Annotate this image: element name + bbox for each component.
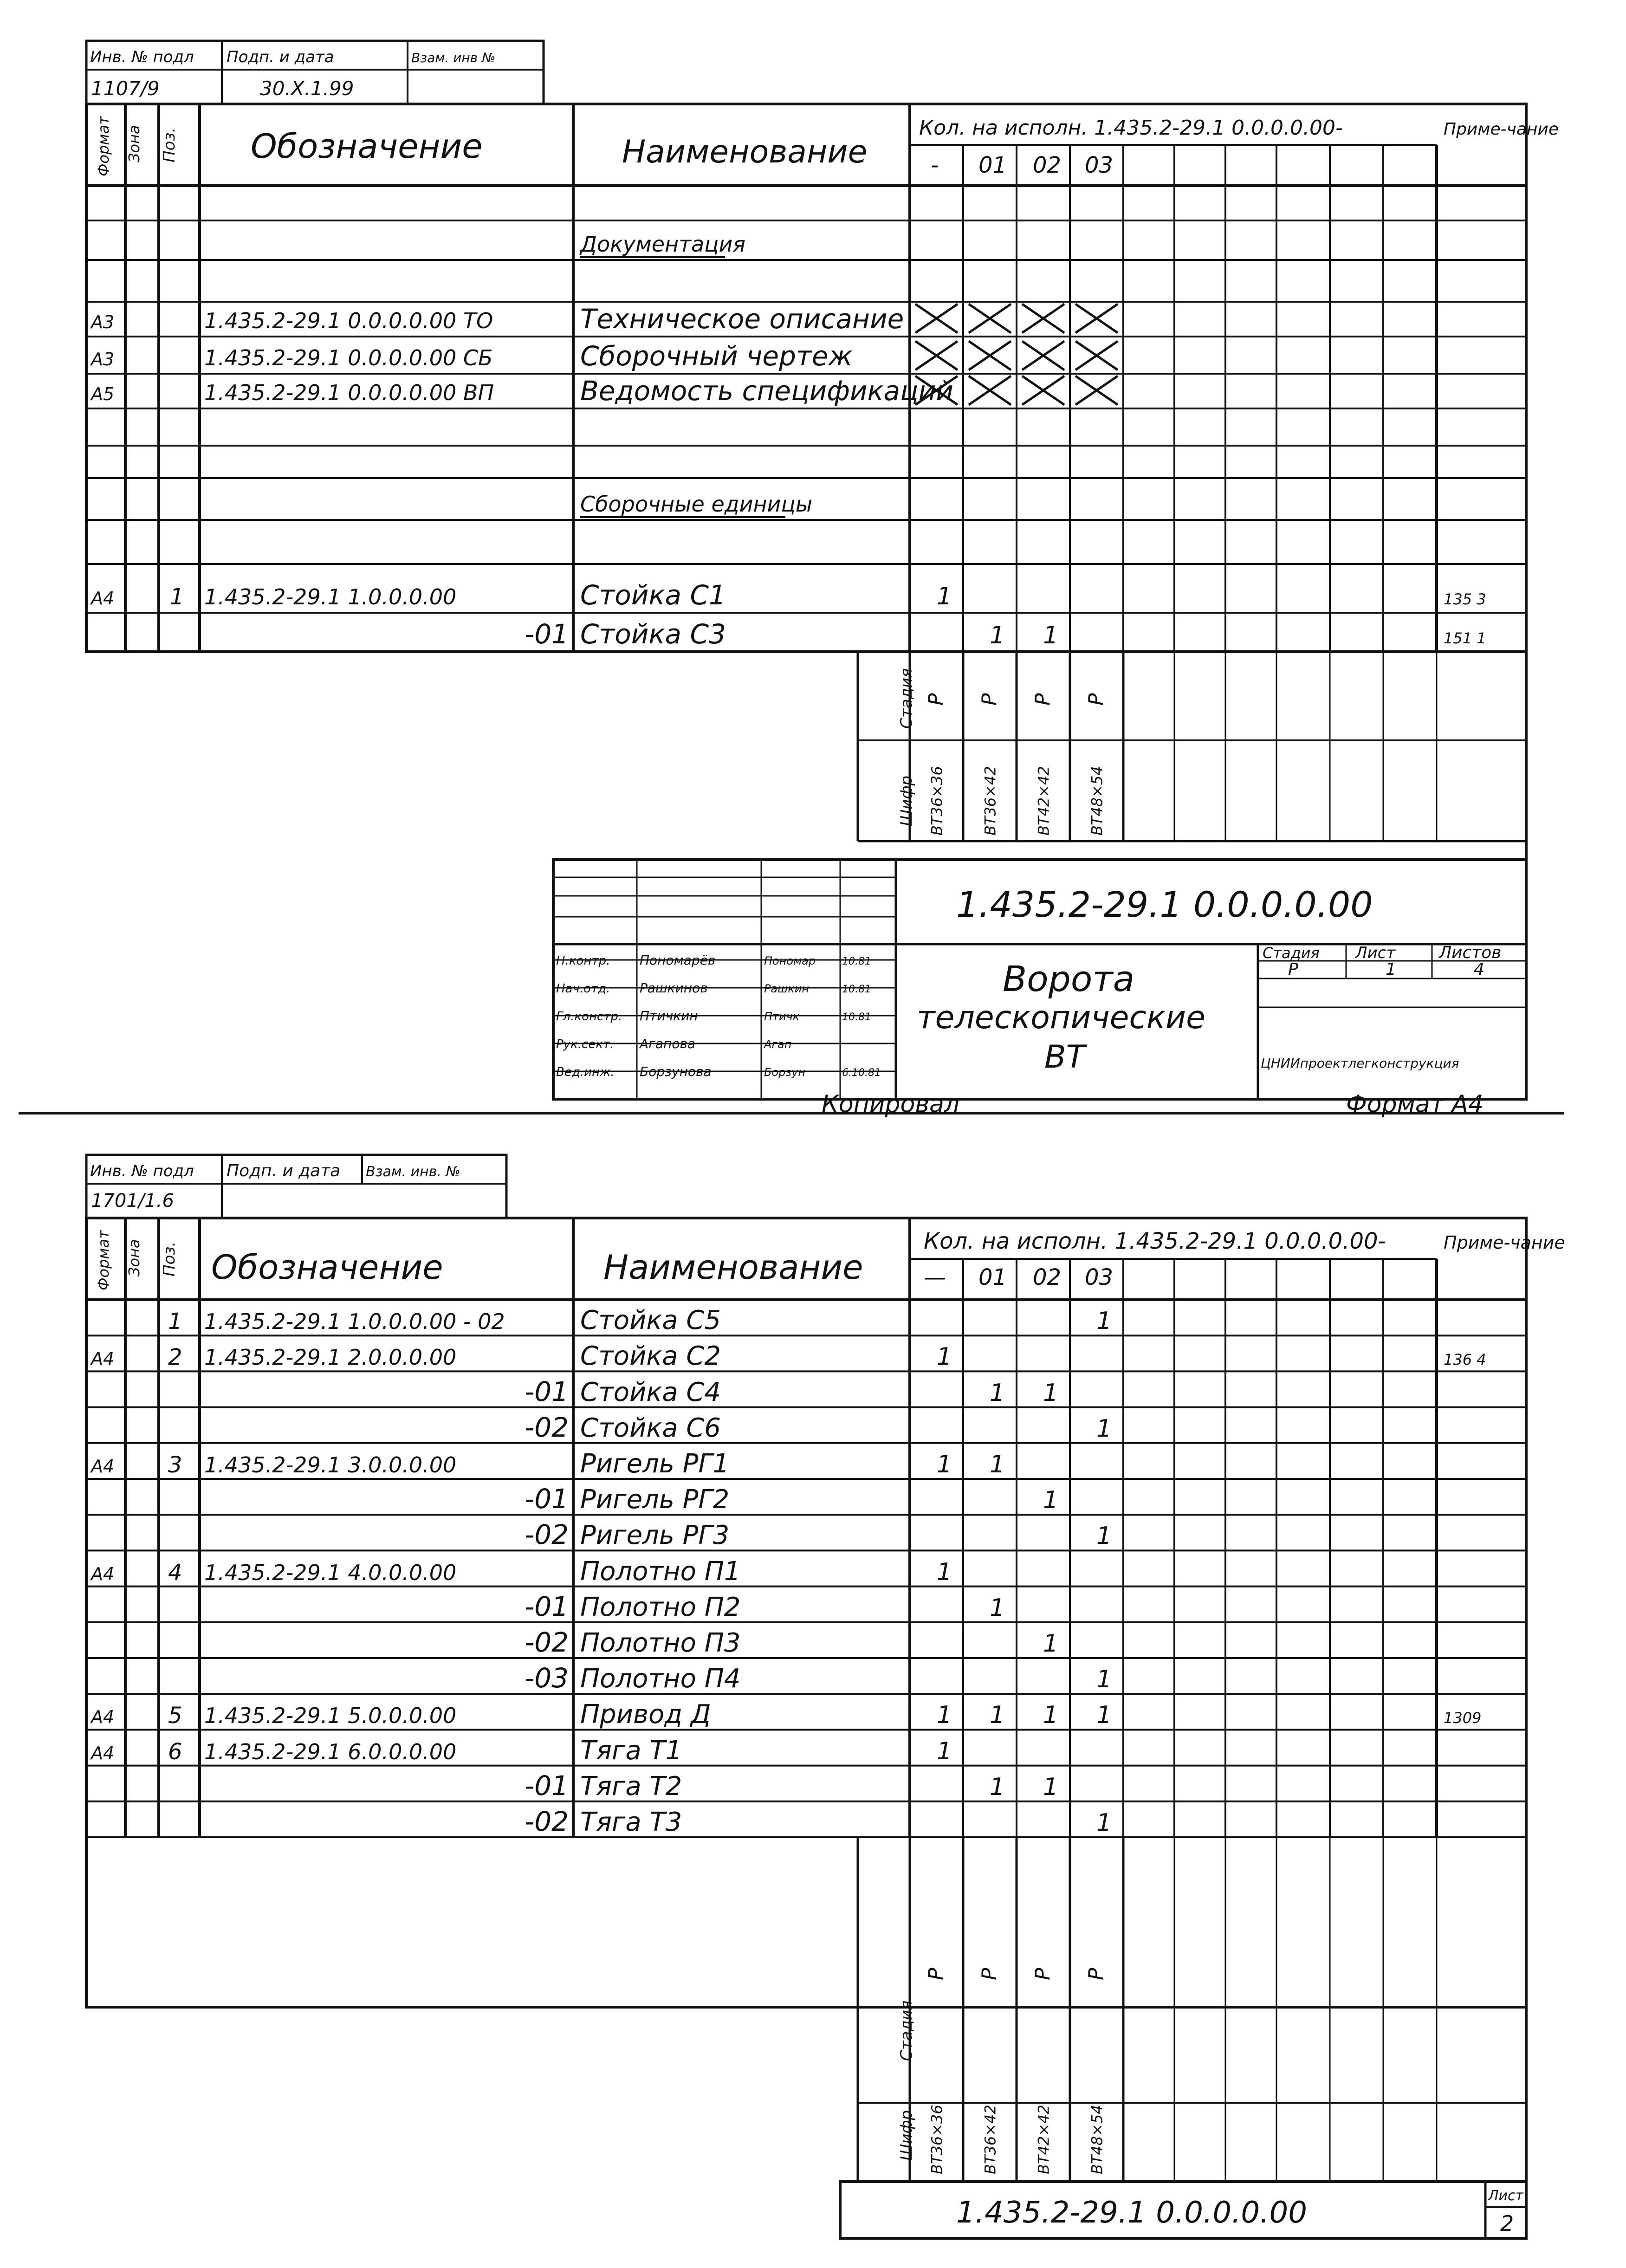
qty-value: 1 [1096, 1522, 1112, 1550]
row-name: Ригель РГ1 [580, 1449, 730, 1479]
section-heading: Документация [580, 232, 746, 257]
sheet1-col-zone: Зона [125, 125, 143, 162]
sheet2-qty-col-2: 02 [1033, 1264, 1062, 1290]
code-value: ВТ42×42 [1035, 2105, 1053, 2174]
sheet1-stamp-box [86, 41, 544, 104]
sheet2-stamp-box [86, 1155, 506, 1218]
stage-value: Р [1031, 693, 1055, 706]
stage-value: Р [1084, 1968, 1108, 1980]
sheet1-col-pos: Поз. [160, 127, 179, 162]
signer-date: 10.81 [842, 1011, 871, 1023]
sheet1-col-designation: Обозначение [251, 127, 483, 166]
row-position: 5 [168, 1703, 182, 1729]
signer-role: Нач.отд. [556, 982, 610, 996]
row-format: А4 [91, 1348, 115, 1369]
signer-signature: Рашкин [764, 982, 809, 995]
row-designation: -03 [525, 1662, 569, 1694]
row-name: Тяга Т1 [580, 1736, 682, 1766]
sheet1-tb-sheet: 1 [1386, 960, 1396, 979]
sheet1-qty-col-2: 02 [1033, 152, 1062, 178]
row-name: Стойка С3 [580, 618, 726, 650]
qty-value: 1 [1043, 622, 1059, 649]
qty-value: 1 [1043, 1379, 1059, 1407]
sheet1-col-note: Приме-чание [1444, 120, 1559, 139]
sheet1-qty-col-0: - [931, 152, 939, 178]
row-designation: -02 [525, 1412, 569, 1443]
row-note: 135 3 [1444, 590, 1486, 608]
row-name: Сборочный чертеж [580, 340, 853, 372]
sheet2-qty-col-1: 01 [978, 1264, 1007, 1290]
sheet2-col-pos: Поз. [160, 1241, 179, 1277]
sheet1-col-name: Наименование [622, 134, 868, 170]
stage-value: Р [1084, 693, 1108, 706]
sheet1-footer-copied: Копировал [822, 1090, 960, 1118]
sheet2-stamp-h0: Инв. № подл [90, 1162, 194, 1180]
sheet1-footer-format: Формат А4 [1346, 1090, 1484, 1118]
sheet1-tb-sheet-h: Лист [1355, 944, 1396, 962]
row-designation: -01 [525, 1770, 569, 1801]
qty-value: 1 [1096, 1415, 1112, 1443]
qty-value: 1 [937, 1343, 952, 1371]
sheet2-doc-number: 1.435.2-29.1 0.0.0.0.00 [956, 2196, 1307, 2230]
sheet2-sheet-label: Лист [1488, 2188, 1524, 2204]
row-designation: 1.435.2-29.1 6.0.0.0.00 [204, 1739, 457, 1764]
code-value: ВТ36×42 [981, 2105, 999, 2174]
sheet-1 [0, 0, 1564, 1118]
stage-value: Р [924, 693, 948, 706]
row-format: А4 [91, 1707, 115, 1727]
signer-signature: Пономар [764, 954, 816, 967]
sheet1-tb-org: ЦНИИпроектлегконструкция [1261, 1056, 1459, 1071]
qty-value: 1 [990, 1594, 1005, 1622]
qty-value: 1 [1043, 1701, 1059, 1729]
code-value: ВТ42×42 [1035, 766, 1053, 836]
qty-value: 1 [990, 622, 1005, 649]
sheet1-qty-col-1: 01 [978, 152, 1007, 178]
sheet1-title-word-3: ВТ [1044, 1039, 1086, 1076]
row-position: 2 [168, 1344, 182, 1370]
sheet1-header [95, 116, 1559, 178]
row-name: Ригель РГ2 [580, 1484, 730, 1515]
sheet2-stamp-h1: Подп. и дата [227, 1161, 341, 1180]
signer-signature: Агап [764, 1038, 792, 1051]
stage-value: Р [978, 1968, 1002, 1980]
sheet2-stamp-h2: Взам. инв. № [366, 1164, 460, 1180]
row-name: Полотно П2 [580, 1592, 741, 1622]
signer-role: Вед.инж. [556, 1065, 615, 1079]
sheet2-qty-col-0: — [924, 1264, 946, 1290]
sheet2-col-format: Формат [95, 1230, 112, 1290]
qty-value: 1 [937, 1558, 952, 1586]
sheet1-title-word-1: Ворота [1003, 958, 1135, 999]
sheet1-tb-stage-h: Стадия [1263, 944, 1320, 962]
row-name: Стойка С6 [580, 1413, 721, 1443]
qty-value: 1 [990, 1451, 1005, 1478]
section-heading: Сборочные единицы [580, 492, 813, 517]
row-name: Тяга Т3 [580, 1807, 682, 1837]
qty-value: 1 [937, 1737, 952, 1765]
row-note: 136 4 [1444, 1351, 1486, 1368]
row-name: Привод Д [580, 1699, 711, 1730]
sheet2-col-designation: Обозначение [211, 1248, 443, 1287]
qty-value: 1 [990, 1701, 1005, 1729]
signer-name: Борзунова [640, 1064, 712, 1079]
row-format: А4 [91, 1743, 115, 1763]
code-value: ВТ48×54 [1088, 2105, 1106, 2174]
row-name: Полотно П4 [580, 1664, 741, 1694]
sheet2-col-qty: Кол. на исполн. 1.435.2-29.1 0.0.0.0.00- [924, 1228, 1386, 1254]
row-name: Стойка С1 [580, 579, 726, 611]
sheet1-stamp-h2: Взам. инв № [411, 50, 496, 65]
row-format: А4 [91, 1456, 115, 1477]
signer-role: Гл.констр. [556, 1010, 622, 1024]
row-format: А4 [91, 588, 115, 609]
sheet2-title-block [840, 2182, 1526, 2238]
row-designation: 1.435.2-29.1 1.0.0.0.00 [204, 584, 457, 609]
signer-date: 10.81 [842, 956, 871, 967]
row-name: Техническое описание [580, 303, 904, 335]
sheet1-tb-sheets-h: Листов [1439, 943, 1502, 962]
row-designation: -02 [525, 1626, 569, 1658]
sheet1-stage-label: Стадия [897, 668, 916, 729]
sheet1-footer [19, 1090, 1564, 1118]
sheet-2 [86, 1155, 1565, 2238]
sheet1-tb-sheets: 4 [1474, 960, 1484, 979]
code-value: ВТ48×54 [1088, 766, 1106, 836]
row-format: А3 [91, 312, 115, 332]
signer-name: Агапова [640, 1036, 696, 1051]
row-name: Стойка С2 [580, 1341, 721, 1371]
code-value: ВТ36×36 [928, 2105, 946, 2174]
qty-value: 1 [937, 1701, 952, 1729]
row-designation: -02 [525, 1806, 569, 1837]
signer-signature: Борзун [764, 1066, 806, 1079]
row-designation: 1.435.2-29.1 0.0.0.0.00 ТО [204, 308, 493, 333]
row-position: 4 [168, 1560, 182, 1586]
row-designation: 1.435.2-29.1 0.0.0.0.00 ВП [204, 380, 494, 405]
row-designation: -01 [525, 618, 569, 650]
sheet2-col-name: Наименование [603, 1248, 863, 1287]
row-designation: 1.435.2-29.1 4.0.0.0.00 [204, 1560, 457, 1585]
row-designation: 1.435.2-29.1 2.0.0.0.00 [204, 1345, 457, 1370]
row-note: 151 1 [1444, 629, 1486, 647]
qty-value: 1 [1043, 1773, 1059, 1801]
row-name: Стойка С4 [580, 1377, 721, 1407]
row-name: Тяга Т2 [580, 1771, 682, 1801]
qty-value: 1 [1043, 1486, 1059, 1514]
sheet1-title-word-2: телескопические [917, 999, 1205, 1036]
sheet2-code-label: Шифр [897, 2110, 916, 2161]
row-format: А4 [91, 1564, 115, 1584]
sheet1-stamp-h1: Подп. и дата [227, 48, 334, 66]
row-format: А5 [91, 384, 115, 404]
row-position: 6 [168, 1739, 182, 1765]
signer-role: Рук.сект. [556, 1037, 614, 1051]
signer-signature: Птичк [764, 1010, 800, 1023]
sheet2-sheet-no: 2 [1500, 2211, 1514, 2236]
row-name: Полотно П3 [580, 1628, 741, 1658]
row-designation: 1.435.2-29.1 1.0.0.0.00 - 02 [204, 1309, 505, 1334]
row-designation: -01 [525, 1591, 569, 1622]
row-designation: 1.435.2-29.1 5.0.0.0.00 [204, 1703, 457, 1728]
qty-value: 1 [1096, 1701, 1112, 1729]
sheet1-table-grid [86, 104, 1526, 860]
sheet2-col-zone: Зона [125, 1239, 143, 1277]
row-designation: 1.435.2-29.1 0.0.0.0.00 СБ [204, 345, 493, 370]
signer-name: Птичкин [640, 1008, 698, 1024]
stage-value: Р [1031, 1968, 1055, 1980]
sheet1-col-format: Формат [95, 116, 112, 176]
qty-value: 1 [1096, 1665, 1112, 1693]
row-designation: -01 [525, 1483, 569, 1515]
sheet1-qty-col-3: 03 [1085, 152, 1114, 178]
row-name: Полотно П1 [580, 1556, 741, 1587]
signer-name: Рашкинов [640, 980, 708, 996]
qty-value: 1 [990, 1773, 1005, 1801]
signer-date: 6.10.81 [842, 1067, 881, 1079]
row-designation: -01 [525, 1376, 569, 1407]
sheet1-stage-code [897, 668, 1108, 836]
qty-value: 1 [937, 1451, 952, 1478]
row-designation: 1.435.2-29.1 3.0.0.0.00 [204, 1452, 457, 1477]
sheet1-stamp-h0: Инв. № подл [90, 48, 194, 66]
sheet2-stage-code [897, 1968, 1108, 2174]
qty-value: 1 [937, 583, 952, 610]
row-position: 1 [170, 584, 184, 610]
qty-value: 1 [1096, 1809, 1112, 1837]
signer-name: Пономарёв [640, 953, 716, 968]
code-value: ВТ36×36 [928, 766, 946, 836]
row-note: 1309 [1444, 1709, 1482, 1727]
row-name: Ригель РГ3 [580, 1520, 730, 1550]
sheet1-tb-stage: Р [1288, 960, 1298, 979]
sheet1-code-label: Шифр [897, 775, 916, 826]
row-position: 1 [168, 1309, 182, 1335]
signer-role: Н.контр. [556, 954, 610, 968]
sheet1-stamp-date: 30.X.1.99 [260, 77, 354, 100]
qty-value: 1 [1043, 1630, 1059, 1658]
row-position: 3 [168, 1452, 182, 1478]
row-format: А3 [91, 349, 115, 369]
row-designation: -02 [525, 1519, 569, 1550]
sheet1-col-qty: Кол. на исполн. 1.435.2-29.1 0.0.0.0.00- [919, 116, 1343, 140]
sheet1-stamp-inv: 1107/9 [91, 77, 160, 100]
sheet1-doc-number: 1.435.2-29.1 0.0.0.0.00 [956, 884, 1373, 925]
sheet2-stamp-inv: 1701/1.6 [91, 1190, 174, 1212]
row-name: Ведомость спецификаций [580, 375, 953, 407]
code-value: ВТ36×42 [981, 766, 999, 836]
sheet2-stage-label: Стадия [897, 2000, 916, 2061]
qty-value: 1 [990, 1379, 1005, 1407]
row-name: Стойка С5 [580, 1305, 721, 1335]
stage-value: Р [924, 1968, 948, 1980]
stage-value: Р [978, 693, 1002, 706]
qty-value: 1 [1096, 1307, 1112, 1335]
signer-date: 10.81 [842, 984, 871, 995]
sheet2-qty-col-3: 03 [1085, 1264, 1114, 1290]
sheet2-col-note: Приме-чание [1444, 1232, 1565, 1253]
